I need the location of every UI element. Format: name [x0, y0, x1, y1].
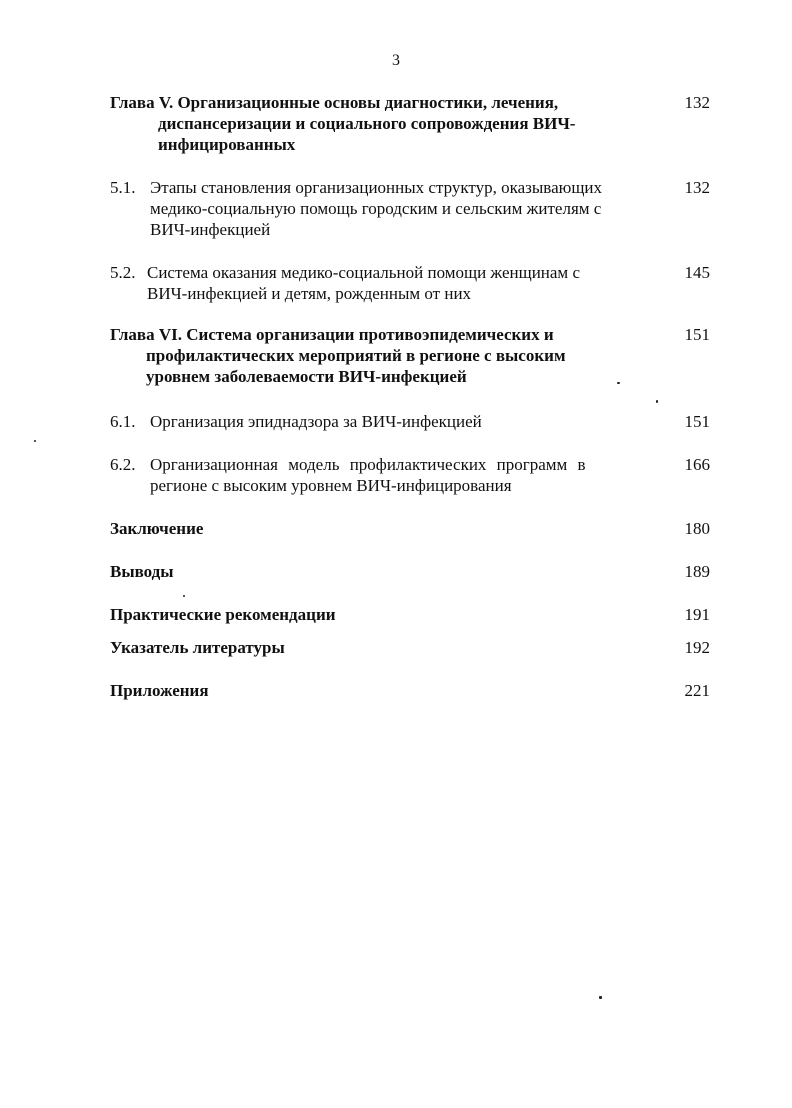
toc-line: инфицированных: [158, 135, 296, 154]
scan-speck: [656, 400, 658, 403]
toc-page-number: 132: [684, 178, 710, 197]
toc-line: регионе с высоким уровнем ВИЧ-инфицирования: [150, 476, 512, 495]
toc-entry-title: Заключение: [110, 519, 204, 538]
toc-line: Глава V. Организационные основы диагностики, лечения,: [110, 93, 559, 112]
toc-line: Этапы становления организационных структур, оказывающих: [150, 178, 603, 197]
toc-section-number: 6.2.: [110, 455, 136, 474]
toc-page-number: 166: [684, 455, 710, 474]
toc-entry-6-1: [110, 411, 710, 432]
toc-entry-title: Указатель литературы: [110, 638, 285, 657]
toc-entry-appendices: [110, 680, 710, 701]
toc-entry-title: Приложения: [110, 681, 209, 700]
scan-speck: [34, 440, 36, 442]
toc-page-number: 151: [684, 412, 710, 431]
toc-entry-conclusion: [110, 518, 710, 539]
toc-entry-chapter-6: [110, 324, 710, 387]
toc-section-number: 5.2.: [110, 263, 136, 282]
toc-page-number: 191: [684, 605, 710, 624]
toc-page-number: 180: [684, 519, 710, 538]
toc-line: профилактических мероприятий в регионе с высоким: [146, 346, 566, 365]
toc-section-number: 5.1.: [110, 178, 136, 197]
toc-line: уровнем заболеваемости ВИЧ-инфекцией: [146, 367, 467, 386]
toc-page-number: 192: [684, 638, 710, 657]
toc-entry-5-1: [110, 177, 710, 240]
toc-entry-title: [110, 177, 650, 240]
toc-page-number: 132: [684, 93, 710, 112]
toc-entry-title: [110, 454, 670, 496]
toc-entry-references: [110, 637, 710, 658]
table-of-contents: [110, 92, 710, 701]
toc-entry-title: [110, 324, 650, 387]
scan-speck: [183, 595, 185, 597]
toc-page-number: 145: [684, 263, 710, 282]
toc-entry-6-2: [110, 454, 710, 496]
toc-line: Глава VI. Система организации противоэпидемических и: [110, 325, 554, 344]
toc-entry-title: [110, 92, 650, 155]
scan-speck: [599, 996, 602, 999]
toc-line: медико-социальную помощь городским и сельским жителям с: [150, 199, 602, 218]
toc-line: ВИЧ-инфекцией: [150, 220, 271, 239]
scan-speck: [617, 382, 620, 384]
toc-page-number: 221: [684, 681, 710, 700]
toc-entry-findings: [110, 561, 710, 582]
toc-entry-recommendations: [110, 604, 710, 625]
toc-entry-title: [110, 262, 647, 304]
toc-line: Организационная модель профилактических программ в: [150, 455, 586, 474]
toc-line: Система оказания медико-социальной помощи женщинам с: [147, 263, 580, 282]
toc-entry-title: [110, 411, 650, 432]
toc-entry-title: Выводы: [110, 562, 174, 581]
toc-entry-chapter-5: [110, 92, 710, 155]
toc-line: ВИЧ-инфекцией и детям, рожденным от них: [147, 284, 472, 303]
toc-section-number: 6.1.: [110, 412, 136, 431]
toc-line: Организация эпиднадзора за ВИЧ-инфекцией: [150, 412, 482, 431]
toc-entry-5-2: [110, 262, 710, 304]
toc-page-number: 151: [684, 325, 710, 344]
toc-line: диспансеризации и социального сопровождения ВИЧ-: [158, 114, 576, 133]
toc-entry-title: Практические рекомендации: [110, 605, 336, 624]
toc-page-number: 189: [684, 562, 710, 581]
page-number: 3: [392, 52, 400, 69]
